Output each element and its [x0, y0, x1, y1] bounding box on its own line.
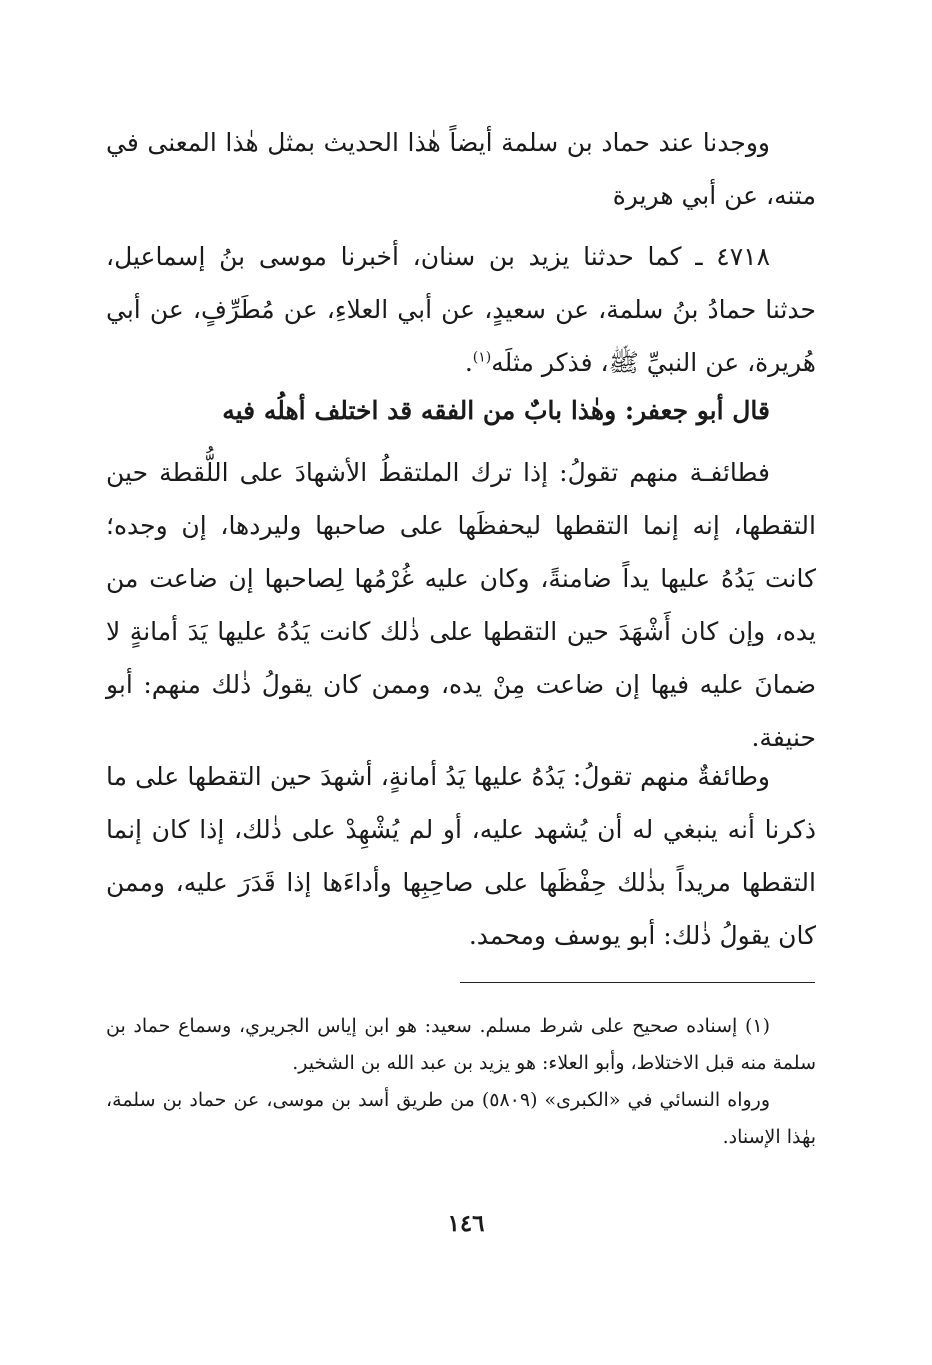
footnote-divider — [460, 982, 815, 983]
hadith-4718 — [106, 230, 816, 389]
abu-jafar-section — [106, 384, 816, 437]
main-text — [106, 116, 816, 222]
paragraph-hadith — [106, 230, 816, 389]
paragraph-intro: ووجدنا عند حماد بن سلمة أيضاً هٰذا الحديث بمثل هٰذا المعنى في متنه، عن أبي هريرة — [106, 128, 816, 210]
footnote-1: (١) إسناده صحيح على شرط مسلم. سعيد: هو ابن إياس الجريري، وسماع حماد بن سلمة منه قبل الاختلاط، وأبو العلاء: هو يزيد بن عبد الله بن الشخير. — [106, 1015, 816, 1074]
footnote-1-continued: ورواه النسائي في «الكبرى» (٥٨٠٩) من طريق أسد بن موسى، عن حماد بن سلمة، بهٰذا الإسناد. — [106, 1089, 816, 1148]
hadith-tail: . — [464, 348, 473, 377]
page-number: ١٤٦ — [447, 1210, 485, 1237]
paragraph-first-group: فطائفـة منهم تقولُ: إذا ترك الملتقطُ الأشهادَ على اللُّقطة حين التقطها، إنه إنما التقطها ليحفظَها على صاحبها وليردها، إن وجده؛ كانت يَدُهُ عليها يداً ضامنةً، وكان عليه غُرْمُها لِصاحبها إن ضاعت من يده، وإن كان أَشْهَدَ حين التقطها على ذٰلك كانت يَدُهُ عليها يَدَ أمانةٍ لا ضمانَ عليه فيها إن ضاعت مِنْ يده، وممن كان يقولُ ذٰلك منهم: أبو حنيفة. — [106, 458, 816, 752]
footnote-ref[interactable]: (١) — [472, 349, 492, 366]
hadith-text: ٤٧١٨ ـ كما حدثنا يزيد بن سنان، أخبرنا موسى بنُ إسماعيل، حدثنا حمادُ بنُ سلمة، عن سعيدٍ، عن أبي العلاءِ، عن مُطَرِّفٍ، عن أبي هُريرة، عن النبيِّ ﷺ، فذكر مثلَه — [106, 242, 816, 377]
section-heading: قال أبو جعفر: وهٰذا بابٌ من الفقه قد اختلف أهلُه فيه — [222, 396, 770, 425]
first-opinion — [106, 446, 816, 764]
second-opinion — [106, 750, 816, 962]
footnotes — [106, 1008, 816, 1156]
paragraph-second-group: وطائفةٌ منهم تقولُ: يَدُهُ عليها يَدُ أمانةٍ، أشهدَ حين التقطها على ما ذكرنا أنه ينبغي له أن يُشهد عليه، أو لم يُشْهِدْ على ذٰلك، إذا كان إنما التقطها مريداً بذٰلك حِفْظَها على صاحِبِها وأداءَها إذا قَدَرَ عليه، وممن كان يقولُ ذٰلك: أبو يوسف ومحمد. — [106, 762, 816, 950]
